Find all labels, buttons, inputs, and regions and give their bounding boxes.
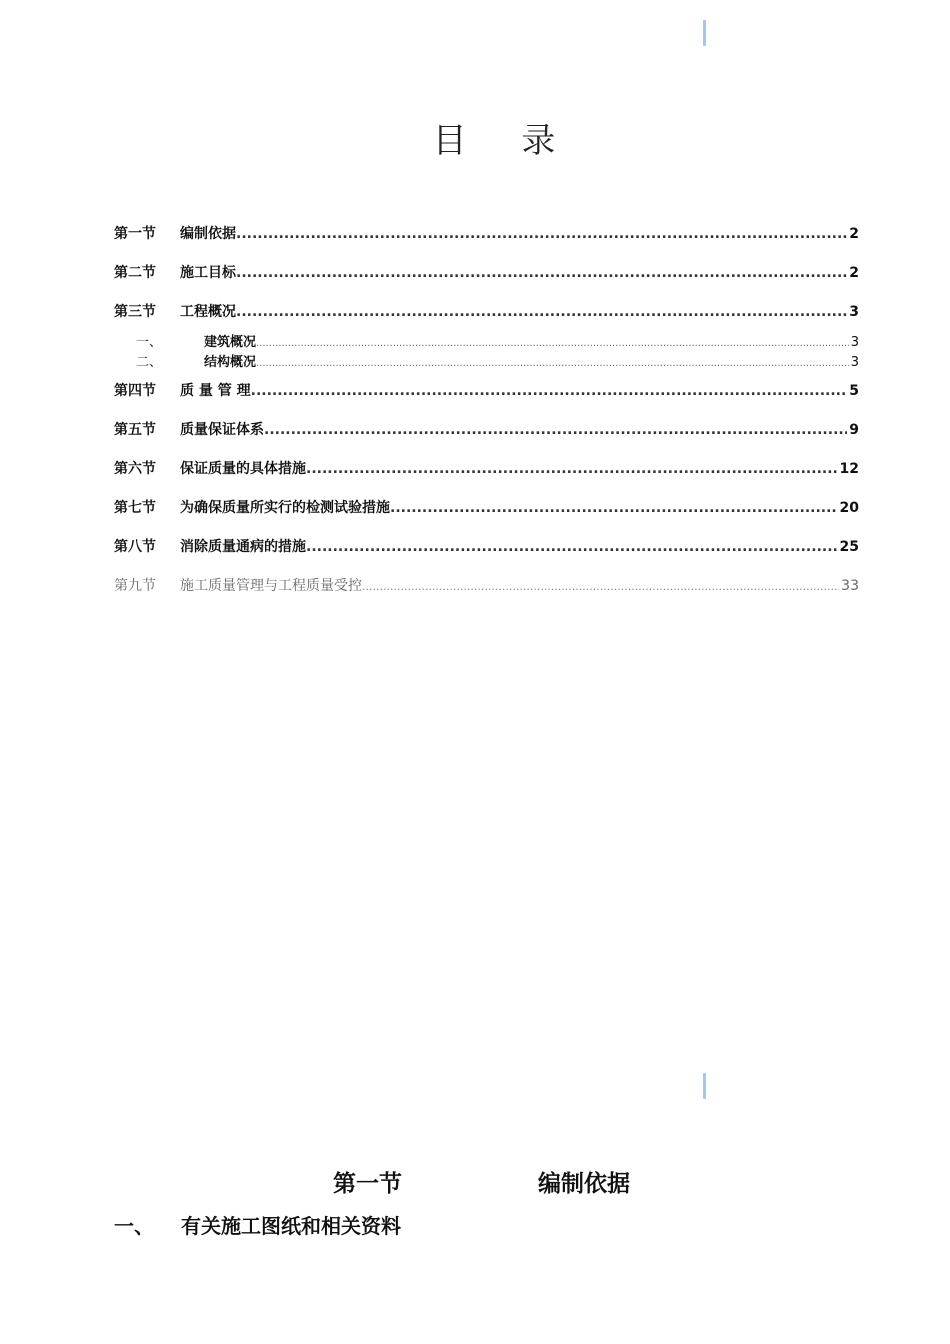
toc-entry-page: 25 (839, 539, 859, 555)
toc-entry-number: 第六节 (114, 461, 156, 477)
toc-leader-dots (236, 304, 847, 320)
toc-subentry-2[interactable] (114, 351, 859, 370)
toc-leader-dots (306, 461, 838, 477)
subsection-number: 一、 (114, 1214, 154, 1238)
toc-entry-page: 33 (841, 578, 859, 594)
toc-entry-page: 5 (849, 383, 859, 399)
toc-leader-dots (256, 338, 849, 349)
toc-entry-1[interactable] (114, 223, 859, 243)
toc-entry-page: 3 (850, 335, 859, 350)
page-break-marker (703, 1073, 706, 1099)
toc-entry-page: 9 (849, 422, 859, 438)
toc-entry-number: 一、 (136, 335, 163, 350)
section-title: 编制依据 (538, 1171, 630, 1197)
toc-entry-page: 3 (850, 355, 859, 370)
toc-entry-7[interactable] (114, 497, 859, 517)
toc-leader-dots (251, 383, 848, 399)
toc-entry-number: 第五节 (114, 422, 156, 438)
page-top-marker (703, 20, 706, 46)
toc-leader-dots (256, 358, 849, 369)
toc-entry-label: 建筑概况 (204, 335, 257, 350)
toc-leader-dots (362, 580, 839, 593)
toc-entry-page: 12 (839, 461, 859, 477)
subsection-title: 有关施工图纸和相关资料 (181, 1214, 401, 1238)
toc-entry-page: 20 (839, 500, 859, 516)
subsection-heading (114, 1210, 401, 1239)
toc-entry-number: 第四节 (114, 383, 156, 399)
toc-entry-6[interactable] (114, 458, 859, 478)
toc-entry-page: 2 (849, 265, 859, 281)
toc-entry-label: 工程概况 (180, 304, 236, 320)
toc-subentry-1[interactable] (114, 331, 859, 350)
toc-entry-label: 结构概况 (204, 355, 257, 370)
toc-entry-label: 编制依据 (180, 226, 236, 242)
toc-entry-label: 质 量 管 理 (180, 383, 251, 399)
toc-entry-number: 二、 (136, 355, 163, 370)
toc-title: 目 录 (432, 121, 578, 161)
toc-entry-number: 第八节 (114, 539, 156, 555)
toc-entry-number: 第二节 (114, 265, 156, 281)
toc-entry-5[interactable] (114, 419, 859, 439)
toc-entry-number: 第一节 (114, 226, 156, 242)
toc-entry-9[interactable] (114, 575, 859, 595)
toc-entry-4[interactable] (114, 380, 859, 400)
toc-entry-number: 第九节 (114, 578, 156, 594)
toc-entry-label: 施工目标 (180, 265, 236, 281)
toc-entry-label: 施工质量管理与工程质量受控 (180, 578, 362, 594)
toc-entry-3[interactable] (114, 301, 859, 321)
toc-leader-dots (236, 226, 847, 242)
toc-entry-2[interactable] (114, 262, 859, 282)
toc-entry-8[interactable] (114, 536, 859, 556)
toc-entry-number: 第七节 (114, 500, 156, 516)
section-number: 第一节 (333, 1171, 402, 1197)
toc-leader-dots (236, 265, 847, 281)
toc-leader-dots (306, 539, 838, 555)
toc-entry-label: 质量保证体系 (180, 422, 264, 438)
toc-entry-label: 为确保质量所实行的检测试验措施 (180, 500, 390, 516)
toc-entry-page: 2 (849, 226, 859, 242)
toc-leader-dots (264, 422, 847, 438)
toc-entry-label: 消除质量通病的措施 (180, 539, 306, 555)
toc-entry-page: 3 (849, 304, 859, 320)
toc-entry-number: 第三节 (114, 304, 156, 320)
toc-leader-dots (390, 500, 838, 516)
toc-entry-label: 保证质量的具体措施 (180, 461, 306, 477)
